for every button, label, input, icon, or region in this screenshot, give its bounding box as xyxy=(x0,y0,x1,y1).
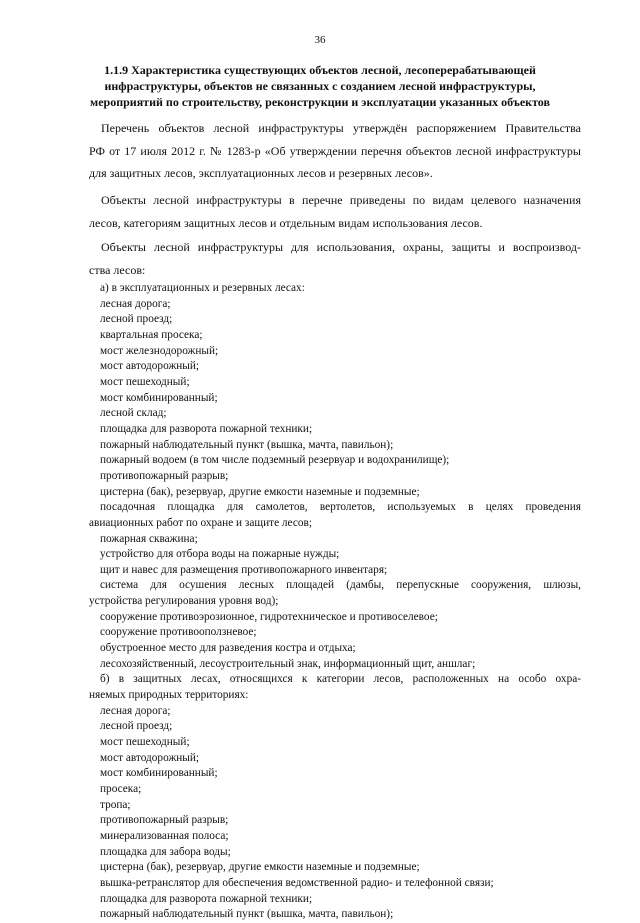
list-item: лесная дорога; xyxy=(100,297,171,310)
list-item: мост автодорожный; xyxy=(100,360,200,373)
list-item: противопожарный разрыв; xyxy=(100,814,229,827)
list-item: минерализованная полоса; xyxy=(100,829,229,842)
paragraph-line: для защитных лесов, эксплуатационных лесов и резервных лесов». xyxy=(89,166,433,180)
paragraph-line: Объекты лесной инфраструктуры в перечне приведены по видам целевого назначения xyxy=(101,193,581,207)
list-item: цистерна (бак), резервуар, другие емкости наземные и подземные; xyxy=(100,485,420,498)
list-item: площадка для разворота пожарной техники; xyxy=(100,892,313,905)
list-item: лесной склад; xyxy=(100,407,167,420)
list-item: сооружение противоэрозионное, гидротехническое и противоселевое; xyxy=(100,610,438,623)
list-item: б) в защитных лесах, относящихся к категории лесов, расположенных на особо охра- xyxy=(100,673,581,686)
list-item: лесохозяйственный, лесоустроительный знак, информационный щит, аншлаг; xyxy=(100,657,476,670)
list-item: противопожарный разрыв; xyxy=(100,469,229,482)
list-item: система для осушения лесных площадей (дамбы, перепускные сооружения, шлюзы, xyxy=(100,579,581,592)
list-item: мост пешеходный; xyxy=(100,375,190,388)
list-item: устройства регулирования уровня вод); xyxy=(89,595,279,608)
list-item: обустроенное место для разведения костра и отдыха; xyxy=(100,642,356,655)
list-item: площадка для разворота пожарной техники; xyxy=(100,422,313,435)
list-item: мост железнодорожный; xyxy=(100,344,219,357)
list-item: пожарный водоем (в том числе подземный резервуар и водохранилище); xyxy=(100,454,450,467)
list-item: лесной проезд; xyxy=(100,720,173,733)
heading-line: мероприятий по строительству, реконструкции и эксплуатации указанных объектов xyxy=(90,95,550,109)
list-item: щит и навес для размещения противопожарного инвентаря; xyxy=(100,563,388,576)
list-item: няемых природных территориях: xyxy=(89,689,249,702)
paragraph-line: лесов, категориям защитных лесов и отдельным видам использования лесов. xyxy=(89,216,483,230)
list-item: лесная дорога; xyxy=(100,704,171,717)
list-item: мост автодорожный; xyxy=(100,751,200,764)
list-item: пожарная скважина; xyxy=(100,532,198,545)
page-number: 36 xyxy=(314,34,326,46)
list-item: посадочная площадка для самолетов, вертолетов, используемых в целях проведения xyxy=(100,501,581,514)
paragraph-line: Перечень объектов лесной инфраструктуры утверждён распоряжением Правительства xyxy=(101,121,581,135)
paragraph-line: ства лесов: xyxy=(89,263,146,277)
list-item: цистерна (бак), резервуар, другие емкости наземные и подземные; xyxy=(100,861,420,874)
list-item: вышка-ретранслятор для обеспечения ведомственной радио- и телефонной связи; xyxy=(100,876,494,889)
list-item: тропа; xyxy=(100,798,131,811)
list-item: мост комбинированный; xyxy=(100,391,218,404)
infrastructure-list xyxy=(89,281,581,923)
list-item: квартальная просека; xyxy=(100,328,203,341)
section-heading xyxy=(60,62,580,110)
list-item: просека; xyxy=(100,783,142,795)
list-item: мост пешеходный; xyxy=(100,736,190,749)
list-item: устройство для отбора воды на пожарные нужды; xyxy=(100,548,340,561)
list-item: пожарный наблюдательный пункт (вышка, мачта, павильон); xyxy=(100,908,394,921)
list-item: сооружение противооползневое; xyxy=(100,626,257,639)
list-item: лесной проезд; xyxy=(100,313,173,326)
list-item: авиационных работ по охране и защите лесов; xyxy=(89,516,312,529)
list-item: пожарный наблюдательный пункт (вышка, мачта, павильон); xyxy=(100,438,394,451)
heading-line: 1.1.9 Характеристика существующих объектов лесной, лесоперерабатывающей xyxy=(104,63,536,77)
list-item: а) в эксплуатационных и резервных лесах: xyxy=(100,282,305,294)
paragraph-line: РФ от 17 июля 2012 г. № 1283-р «Об утверждении перечня объектов лесной инфраструктуры xyxy=(89,144,581,158)
list-item: мост комбинированный; xyxy=(100,767,218,780)
paragraph-line: Объекты лесной инфраструктуры для использования, охраны, защиты и воспроизвод- xyxy=(101,240,581,254)
heading-line: инфраструктуры, объектов не связанных с созданием лесной инфраструктуры, xyxy=(104,79,536,93)
list-item: площадка для забора воды; xyxy=(100,845,231,858)
